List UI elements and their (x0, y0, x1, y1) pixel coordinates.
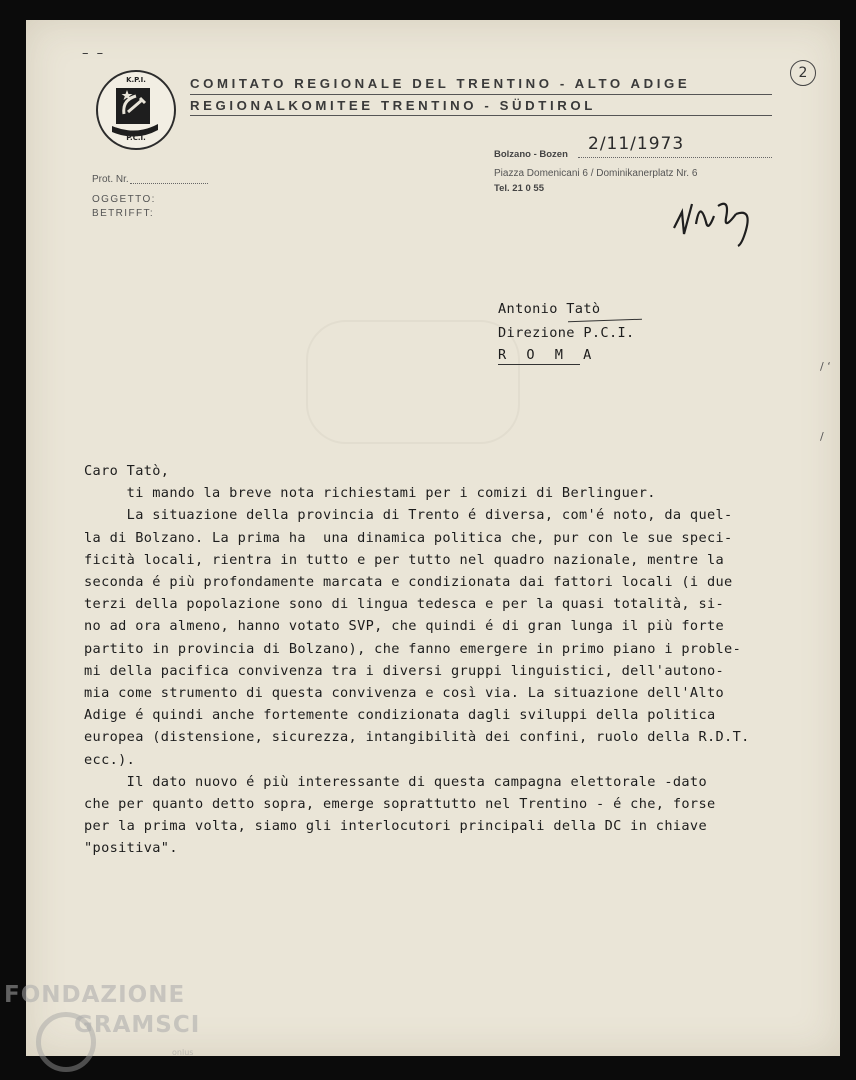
right-margin-mark: / ‘ (820, 360, 831, 373)
logo-text-top: K.P.I. (126, 76, 146, 84)
body-line: mi della pacifica convivenza tra i diversi gruppi linguistici, dell'autono- (84, 662, 725, 679)
recipient-name: Antonio Tatò (498, 301, 601, 317)
top-margin-mark: – – (82, 46, 106, 61)
sender-city: Bolzano - Bozen (494, 149, 568, 160)
page-number-circle: 2 (790, 60, 816, 86)
body-line: che per quanto detto sopra, emerge soprattutto nel Trentino - é che, forse (84, 796, 716, 813)
letterhead-rule-2 (190, 115, 772, 116)
body-line: ecc.). (84, 751, 136, 768)
letterhead-title-german: REGIONALKOMITEE TRENTINO - SÜDTIROL (190, 98, 596, 113)
recipient-office: Direzione P.C.I. (498, 325, 635, 341)
body-line: terzi della popolazione sono di lingua tedesca e per la quasi totalità, si- (84, 596, 725, 613)
sender-address: Piazza Domenicani 6 / Dominikanerplatz Nr. 6 (494, 168, 698, 179)
body-line: no ad ora almeno, hanno votato SVP, che quindi é di gran lunga il più forte (84, 618, 725, 635)
oggetto-label: OGGETTO: (92, 194, 156, 205)
watermark-fondazione: FONDAZIONE (4, 982, 186, 1008)
recipient-city: R O M A (498, 347, 598, 363)
handwritten-initials-icon (670, 194, 770, 250)
date-dotted-line (578, 157, 772, 158)
watermark-gramsci: GRAMSCI (74, 1012, 201, 1038)
body-line: ficità locali, rientra in tutto e per tutto nel quadro nazionale, mentre la (84, 551, 725, 568)
recipient-city-underline (498, 364, 580, 365)
body-line: mia come strumento di questa convivenza e così via. La situazione dell'Alto (84, 685, 725, 702)
letterhead-rule-1 (190, 94, 772, 95)
logo-text-bottom: P.C.I. (126, 134, 146, 142)
body-line: europea (distensione, sicurezza, intangibilità dei confini, ruolo della R.D.T. (84, 729, 750, 746)
faded-stamp-imprint (306, 320, 520, 444)
letter-date: 2/11/1973 (588, 134, 685, 154)
body-line: "positiva". (84, 840, 178, 857)
body-line: La situazione della provincia di Trento é diversa, com'é noto, da quel- (84, 507, 733, 524)
sender-telephone: Tel. 21 0 55 (494, 183, 544, 194)
betrifft-label: BETRIFFT: (92, 208, 155, 219)
letter-page (26, 20, 840, 1056)
body-line: per la prima volta, siamo gli interlocutori principali della DC in chiave (84, 818, 707, 835)
prot-dotted-line (130, 183, 208, 184)
body-line: partito in provincia di Bolzano), che fanno emergere in primo piano i proble- (84, 640, 742, 657)
body-line: la di Bolzano. La prima ha una dinamica politica che, pur con le sue speci- (84, 529, 733, 546)
body-line: Il dato nuovo é più interessante di questa campagna elettorale -dato (84, 773, 707, 790)
letterhead-title-italian: COMITATO REGIONALE DEL TRENTINO - ALTO ADIGE (190, 76, 691, 91)
body-line: seconda é più profondamente marcata e condizionata dai fattori locali (i due (84, 574, 733, 591)
prot-label: Prot. Nr. (92, 174, 129, 185)
letter-body (84, 460, 824, 860)
watermark-onlus: onlus (172, 1048, 194, 1057)
pci-emblem-logo (96, 70, 176, 150)
body-line: ti mando la breve nota richiestami per i comizi di Berlinguer. (84, 485, 656, 502)
recipient-name-underline (568, 319, 642, 323)
salutation: Caro Tatò, (84, 463, 170, 479)
body-line: Adige é quindi anche fortemente condizionata dagli sviluppi della politica (84, 707, 716, 724)
right-margin-mark: / (820, 430, 824, 443)
